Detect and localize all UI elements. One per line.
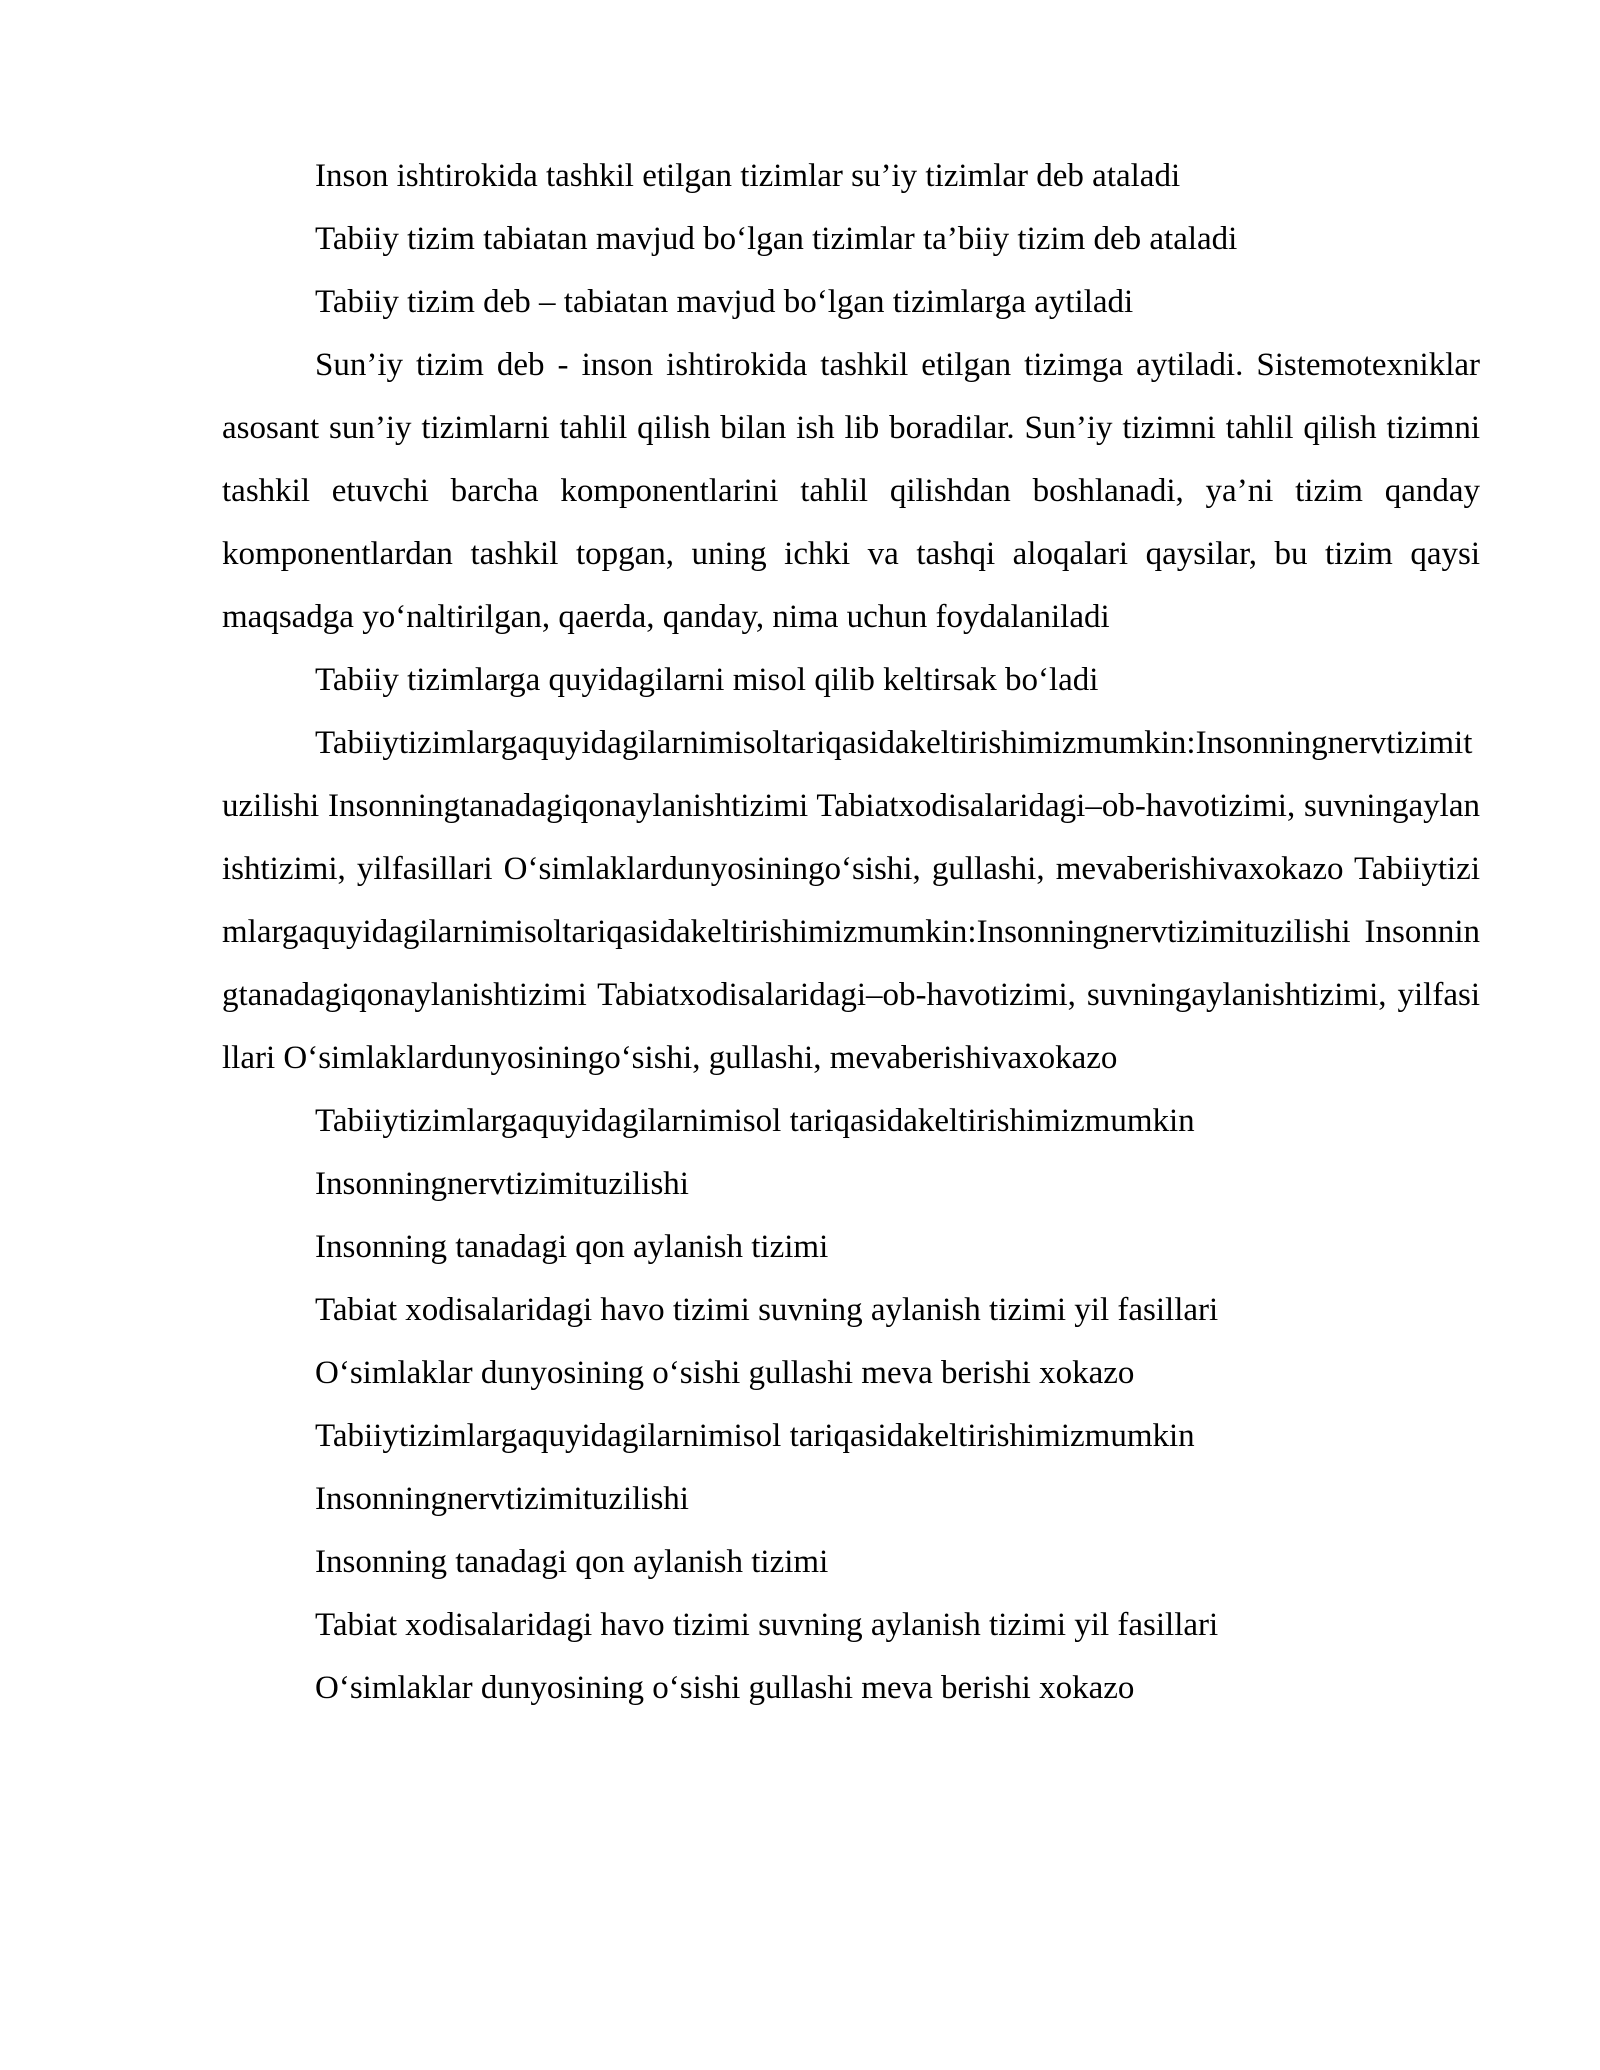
paragraph-artificial-system: Sun’iy tizim deb - inson ishtirokida tashkil etilgan tizimga aytiladi. Sistemotexniklar asosant sun’iy tizimlarni tahlil qilish bilan ish lib boradilar. Sun’iy tizimni tahlil qilish tizimni tashkil etuvchi barcha komponentlarini tahlil qilishdan boshlanadi, ya’ni tizim qanday komponentlardan tashkil topgan, uning ichki va tashqi aloqalari qaysilar, bu tizim qaysi maqsadga yo‘naltirilgan, qaerda, qanday, nima uchun foydalaniladi (222, 347, 1480, 635)
text-line: Tabiiy tizim tabiatan mavjud bo‘lgan tizimlar ta’biiy tizim deb ataladi (315, 221, 1238, 257)
list-item: Tabiat xodisalaridagi havo tizimi suvning aylanish tizimi yil fasillari (315, 1607, 1219, 1643)
text-line: Tabiiy tizimlarga quyidagilarni misol qilib keltirsak bo‘ladi (315, 662, 1099, 698)
text-line: Inson ishtirokida tashkil etilgan tizimlar su’iy tizimlar deb ataladi (315, 158, 1181, 194)
list-item: O‘simlaklar dunyosining o‘sishi gullashi meva berishi xokazo (315, 1670, 1135, 1706)
list-item: O‘simlaklar dunyosining o‘sishi gullashi meva berishi xokazo (315, 1355, 1135, 1391)
list-item: Insonningnervtizimituzilishi (315, 1166, 689, 1202)
list-item: Tabiat xodisalaridagi havo tizimi suvning aylanish tizimi yil fasillari (315, 1292, 1219, 1328)
list-item: Tabiiytizimlargaquyidagilarnimisol tariqasidakeltirishimizmumkin (315, 1103, 1195, 1139)
text-line: Tabiiy tizim deb – tabiatan mavjud bo‘lgan tizimlarga aytiladi (315, 284, 1134, 320)
list-item: Insonning tanadagi qon aylanish tizimi (315, 1229, 829, 1265)
document-body (222, 145, 1480, 1720)
list-item: Insonningnervtizimituzilishi (315, 1481, 689, 1517)
paragraph-natural-systems-joined: Tabiiytizimlargaquyidagilarnimisoltariqasidakeltirishimizmumkin:Insonningnervtizimituzilishi Insonningtanadagiqonaylanishtizimi Tabiatxodisalaridagi–ob-havotizimi, suvningaylanishtizimi, yilfasillari O‘simlaklardunyosiningo‘sishi, gullashi, mevaberishivaxokazo Tabiiytizimlargaquyidagilarnimisoltariqasidakeltirishimizmumkin:Insonningnervtizimituzilishi Insonningtanadagiqonaylanishtizimi Tabiatxodisalaridagi–ob-havotizimi, suvningaylanishtizimi, yilfasillari O‘simlaklardunyosiningo‘sishi, gullashi, mevaberishivaxokazo (222, 725, 1480, 1076)
list-item: Tabiiytizimlargaquyidagilarnimisol tariqasidakeltirishimizmumkin (315, 1418, 1195, 1454)
list-item: Insonning tanadagi qon aylanish tizimi (315, 1544, 829, 1580)
